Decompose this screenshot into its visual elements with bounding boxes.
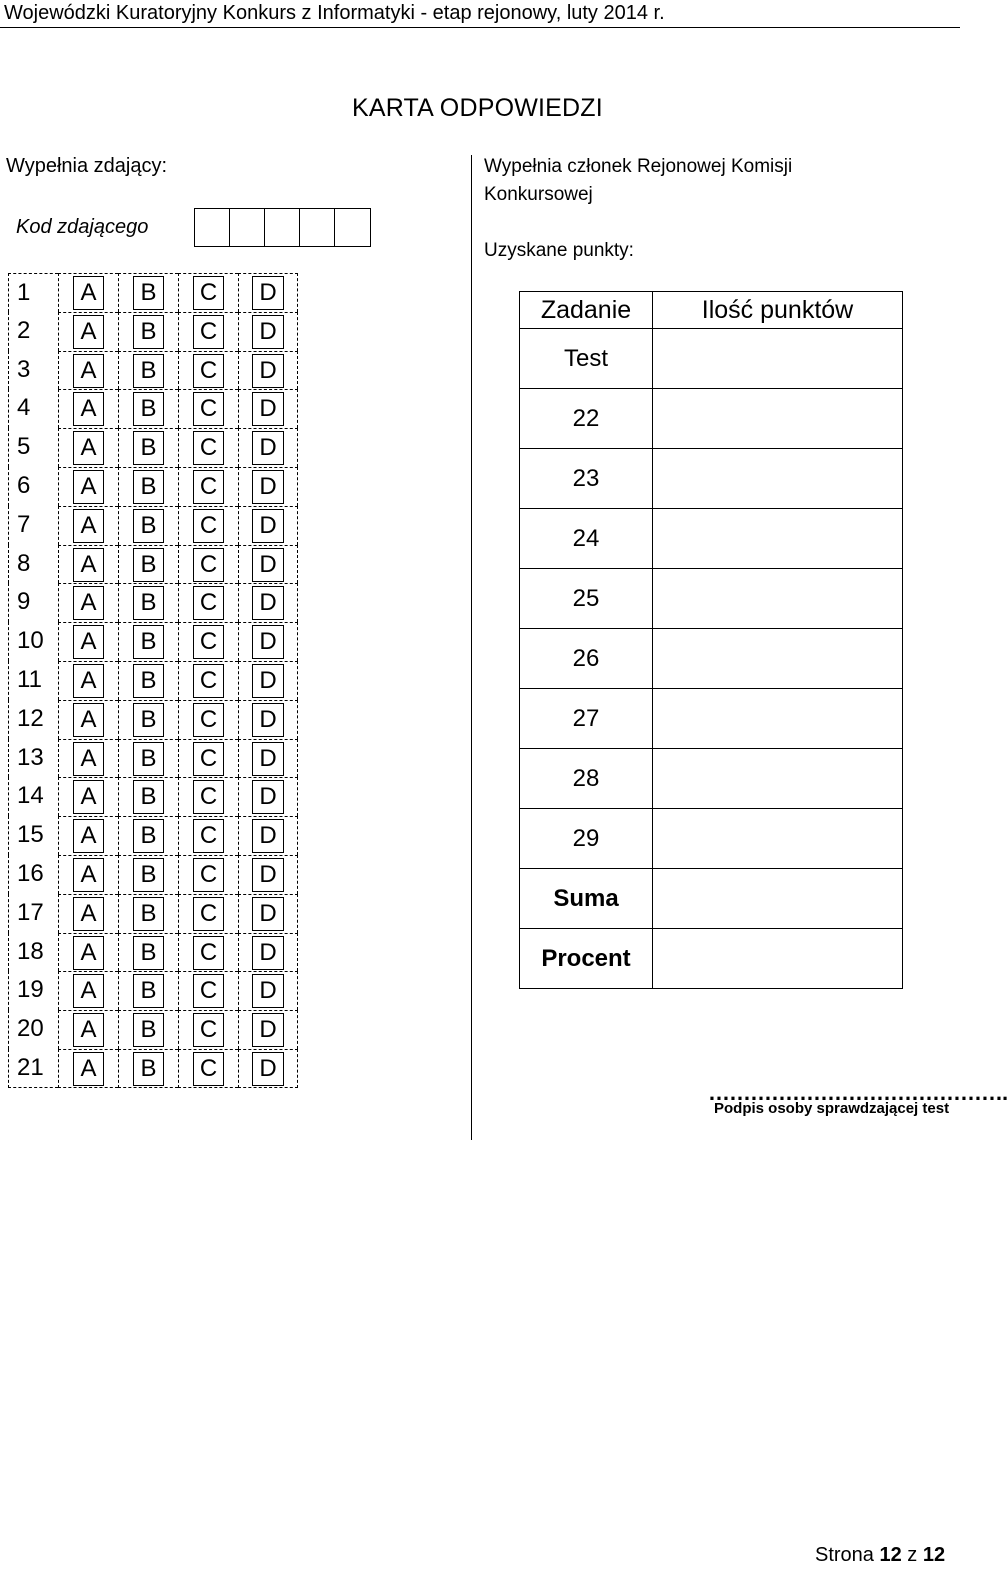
answer-option-c[interactable]: [178, 700, 238, 739]
answer-grid: [8, 273, 298, 1088]
option-letter: C: [193, 858, 224, 892]
option-letter: A: [73, 703, 103, 737]
answer-option-d[interactable]: [238, 777, 298, 816]
answer-option-a[interactable]: [58, 389, 118, 428]
option-letter: C: [193, 586, 224, 620]
answer-option-a[interactable]: [58, 777, 118, 816]
question-number: 19: [8, 971, 58, 1010]
score-points-cell[interactable]: [653, 569, 903, 629]
option-letter: C: [193, 664, 224, 698]
kod-box-4[interactable]: [300, 209, 335, 246]
option-letter: C: [193, 431, 224, 465]
answer-option-a[interactable]: [58, 467, 118, 506]
answer-row: [8, 777, 298, 816]
score-row: [520, 509, 903, 569]
answer-row: [8, 583, 298, 622]
option-letter: B: [133, 936, 163, 970]
option-letter: B: [133, 431, 163, 465]
answer-option-b[interactable]: [118, 467, 178, 506]
question-number: 10: [8, 622, 58, 661]
option-letter: B: [133, 664, 163, 698]
answer-option-d[interactable]: [238, 739, 298, 778]
kod-label: Kod zdającego: [16, 216, 149, 238]
answer-option-d[interactable]: [238, 351, 298, 390]
answer-row: [8, 506, 298, 545]
score-task: Procent: [520, 929, 653, 989]
option-letter: A: [73, 819, 103, 853]
answer-option-a[interactable]: [58, 622, 118, 661]
score-points-cell[interactable]: [653, 929, 903, 989]
question-number: 17: [8, 894, 58, 933]
score-row: [520, 809, 903, 869]
answer-option-c[interactable]: [178, 971, 238, 1010]
option-letter: D: [252, 858, 283, 892]
option-letter: C: [193, 509, 224, 543]
option-letter: A: [73, 858, 103, 892]
answer-row: [8, 855, 298, 894]
score-task: 25: [520, 569, 653, 629]
score-task: 28: [520, 749, 653, 809]
option-letter: C: [193, 548, 224, 582]
option-letter: A: [73, 586, 103, 620]
answer-option-a[interactable]: [58, 661, 118, 700]
option-letter: D: [252, 392, 283, 426]
question-number: 13: [8, 739, 58, 778]
left-heading: Wypełnia zdający:: [6, 155, 168, 177]
answer-option-c[interactable]: [178, 1049, 238, 1088]
answer-option-c[interactable]: [178, 312, 238, 351]
question-number: 16: [8, 855, 58, 894]
option-letter: A: [73, 548, 103, 582]
option-letter: C: [193, 780, 224, 814]
score-task: Suma: [520, 869, 653, 929]
answer-option-d[interactable]: [238, 971, 298, 1010]
score-task: 26: [520, 629, 653, 689]
option-letter: B: [133, 392, 163, 426]
option-letter: B: [133, 703, 163, 737]
answer-row: [8, 389, 298, 428]
answer-option-b[interactable]: [118, 700, 178, 739]
answer-option-d[interactable]: [238, 467, 298, 506]
option-letter: A: [73, 315, 103, 349]
option-letter: A: [73, 974, 103, 1008]
score-task: Test: [520, 329, 653, 389]
answer-option-b[interactable]: [118, 933, 178, 972]
question-number: 18: [8, 933, 58, 972]
page-footer: [815, 1544, 945, 1567]
option-letter: B: [133, 897, 163, 931]
score-col-zadanie: Zadanie: [520, 292, 653, 329]
option-letter: D: [252, 625, 283, 659]
answer-option-b[interactable]: [118, 971, 178, 1010]
signature-line: …………………………………….: [708, 1080, 1007, 1105]
option-letter: A: [73, 780, 103, 814]
question-number: 15: [8, 816, 58, 855]
option-letter: B: [133, 858, 163, 892]
option-letter: A: [73, 276, 103, 310]
answer-option-b[interactable]: [118, 428, 178, 467]
option-letter: C: [193, 1013, 224, 1047]
score-table: [519, 291, 903, 989]
option-letter: C: [193, 897, 224, 931]
answer-option-c[interactable]: [178, 661, 238, 700]
answer-row: [8, 1010, 298, 1049]
answer-option-d[interactable]: [238, 273, 298, 312]
score-task: 29: [520, 809, 653, 869]
answer-row: [8, 467, 298, 506]
answer-option-d[interactable]: [238, 1010, 298, 1049]
question-number: 7: [8, 506, 58, 545]
option-letter: A: [73, 1052, 103, 1086]
answer-option-b[interactable]: [118, 506, 178, 545]
score-row: [520, 629, 903, 689]
question-number: 1: [8, 273, 58, 312]
option-letter: B: [133, 780, 163, 814]
score-row: [520, 389, 903, 449]
score-points-cell[interactable]: [653, 749, 903, 809]
option-letter: B: [133, 1052, 163, 1086]
score-row: [520, 449, 903, 509]
option-letter: A: [73, 897, 103, 931]
score-row: [520, 329, 903, 389]
answer-option-c[interactable]: [178, 467, 238, 506]
answer-option-a[interactable]: [58, 312, 118, 351]
answer-option-d[interactable]: [238, 816, 298, 855]
option-letter: C: [193, 703, 224, 737]
option-letter: A: [73, 664, 103, 698]
option-letter: C: [193, 625, 224, 659]
answer-row: [8, 622, 298, 661]
answer-option-a[interactable]: [58, 583, 118, 622]
score-col-punkty: Ilość punktów: [653, 292, 903, 329]
answer-option-a[interactable]: [58, 739, 118, 778]
option-letter: B: [133, 470, 163, 504]
option-letter: D: [252, 548, 283, 582]
option-letter: D: [252, 315, 283, 349]
footer-total: 12: [922, 1544, 946, 1566]
answer-option-c[interactable]: [178, 855, 238, 894]
answer-option-a[interactable]: [58, 894, 118, 933]
option-letter: C: [193, 974, 224, 1008]
signature-label: Podpis osoby sprawdzającej test: [714, 1100, 950, 1117]
option-letter: B: [133, 276, 163, 310]
kod-box-2[interactable]: [230, 209, 265, 246]
answer-option-d[interactable]: [238, 855, 298, 894]
question-number: 21: [8, 1049, 58, 1088]
answer-row: [8, 545, 298, 584]
answer-option-c[interactable]: [178, 777, 238, 816]
answer-option-d[interactable]: [238, 389, 298, 428]
score-row: [520, 929, 903, 989]
uzyskane-label: Uzyskane punkty:: [484, 240, 634, 261]
option-letter: B: [133, 315, 163, 349]
option-letter: C: [193, 1052, 224, 1086]
score-points-cell[interactable]: [653, 629, 903, 689]
option-letter: B: [133, 586, 163, 620]
answer-row: [8, 428, 298, 467]
option-letter: D: [252, 354, 283, 388]
kod-box-5[interactable]: [335, 209, 370, 246]
option-letter: D: [252, 780, 283, 814]
option-letter: C: [193, 392, 224, 426]
score-task: 27: [520, 689, 653, 749]
option-letter: A: [73, 625, 103, 659]
answer-option-d[interactable]: [238, 1049, 298, 1088]
option-letter: D: [252, 742, 283, 776]
option-letter: C: [193, 470, 224, 504]
answer-option-b[interactable]: [118, 312, 178, 351]
answer-option-a[interactable]: [58, 545, 118, 584]
score-points-cell[interactable]: [653, 389, 903, 449]
score-points-cell[interactable]: [653, 869, 903, 929]
score-row: [520, 689, 903, 749]
answer-option-b[interactable]: [118, 351, 178, 390]
answer-option-a[interactable]: [58, 273, 118, 312]
answer-option-a[interactable]: [58, 971, 118, 1010]
footer-prefix: Strona: [815, 1544, 880, 1566]
page-title: KARTA ODPOWIEDZI: [352, 94, 603, 122]
option-letter: D: [252, 664, 283, 698]
answer-row: [8, 351, 298, 390]
answer-option-c[interactable]: [178, 389, 238, 428]
answer-option-c[interactable]: [178, 351, 238, 390]
option-letter: B: [133, 1013, 163, 1047]
question-number: 20: [8, 1010, 58, 1049]
option-letter: A: [73, 470, 103, 504]
answer-option-b[interactable]: [118, 816, 178, 855]
answer-row: [8, 661, 298, 700]
option-letter: B: [133, 354, 163, 388]
answer-option-b[interactable]: [118, 1049, 178, 1088]
answer-option-b[interactable]: [118, 1010, 178, 1049]
answer-option-c[interactable]: [178, 545, 238, 584]
question-number: 3: [8, 351, 58, 390]
answer-option-a[interactable]: [58, 428, 118, 467]
option-letter: A: [73, 354, 103, 388]
answer-option-d[interactable]: [238, 661, 298, 700]
answer-option-b[interactable]: [118, 777, 178, 816]
score-task: 23: [520, 449, 653, 509]
answer-option-b[interactable]: [118, 739, 178, 778]
option-letter: C: [193, 276, 224, 310]
option-letter: D: [252, 1052, 283, 1086]
answer-option-a[interactable]: [58, 700, 118, 739]
answer-option-a[interactable]: [58, 506, 118, 545]
answer-option-a[interactable]: [58, 351, 118, 390]
answer-option-c[interactable]: [178, 739, 238, 778]
option-letter: A: [73, 392, 103, 426]
answer-option-d[interactable]: [238, 894, 298, 933]
answer-option-c[interactable]: [178, 506, 238, 545]
answer-option-b[interactable]: [118, 583, 178, 622]
answer-option-d[interactable]: [238, 506, 298, 545]
answer-row: [8, 700, 298, 739]
option-letter: C: [193, 742, 224, 776]
answer-option-b[interactable]: [118, 545, 178, 584]
answer-option-c[interactable]: [178, 428, 238, 467]
question-number: 11: [8, 661, 58, 700]
question-number: 14: [8, 777, 58, 816]
kod-box-3[interactable]: [265, 209, 300, 246]
option-letter: C: [193, 315, 224, 349]
option-letter: D: [252, 586, 283, 620]
score-points-cell[interactable]: [653, 509, 903, 569]
score-row: [520, 749, 903, 809]
answer-option-a[interactable]: [58, 855, 118, 894]
answer-row: [8, 894, 298, 933]
score-points-cell[interactable]: [653, 809, 903, 869]
option-letter: A: [73, 742, 103, 776]
option-letter: B: [133, 742, 163, 776]
answer-option-c[interactable]: [178, 1010, 238, 1049]
score-task: 24: [520, 509, 653, 569]
question-number: 2: [8, 312, 58, 351]
kod-boxes[interactable]: [194, 208, 371, 247]
footer-page: 12: [879, 1544, 902, 1566]
option-letter: B: [133, 625, 163, 659]
score-task: 22: [520, 389, 653, 449]
answer-row: [8, 971, 298, 1010]
option-letter: B: [133, 974, 163, 1008]
answer-option-c[interactable]: [178, 622, 238, 661]
score-points-cell[interactable]: [653, 449, 903, 509]
answer-option-d[interactable]: [238, 622, 298, 661]
answer-option-b[interactable]: [118, 273, 178, 312]
option-letter: C: [193, 936, 224, 970]
option-letter: D: [252, 509, 283, 543]
column-divider: [471, 155, 472, 1140]
answer-option-c[interactable]: [178, 894, 238, 933]
answer-option-d[interactable]: [238, 583, 298, 622]
right-heading: Wypełnia członek Rejonowej Komisji Konkursowej: [484, 156, 793, 205]
option-letter: C: [193, 354, 224, 388]
question-number: 9: [8, 583, 58, 622]
option-letter: D: [252, 276, 283, 310]
option-letter: D: [252, 936, 283, 970]
answer-row: [8, 816, 298, 855]
score-points-cell[interactable]: [653, 329, 903, 389]
option-letter: C: [193, 819, 224, 853]
option-letter: B: [133, 509, 163, 543]
answer-option-c[interactable]: [178, 273, 238, 312]
answer-option-b[interactable]: [118, 855, 178, 894]
option-letter: D: [252, 703, 283, 737]
footer-mid: z: [901, 1544, 923, 1566]
option-letter: D: [252, 431, 283, 465]
page-header: Wojewódzki Kuratoryjny Konkurs z Informatyki - etap rejonowy, luty 2014 r.: [0, 0, 960, 28]
answer-option-b[interactable]: [118, 389, 178, 428]
question-number: 4: [8, 389, 58, 428]
option-letter: D: [252, 1013, 283, 1047]
question-number: 6: [8, 467, 58, 506]
score-points-cell[interactable]: [653, 689, 903, 749]
answer-option-a[interactable]: [58, 816, 118, 855]
answer-option-b[interactable]: [118, 894, 178, 933]
option-letter: D: [252, 974, 283, 1008]
answer-option-b[interactable]: [118, 661, 178, 700]
score-row: [520, 869, 903, 929]
answer-option-d[interactable]: [238, 700, 298, 739]
question-number: 8: [8, 545, 58, 584]
option-letter: A: [73, 509, 103, 543]
answer-option-b[interactable]: [118, 622, 178, 661]
answer-option-a[interactable]: [58, 933, 118, 972]
answer-option-a[interactable]: [58, 1049, 118, 1088]
answer-row: [8, 312, 298, 351]
answer-row: [8, 1049, 298, 1088]
option-letter: D: [252, 819, 283, 853]
option-letter: B: [133, 819, 163, 853]
question-number: 5: [8, 428, 58, 467]
answer-row: [8, 933, 298, 972]
answer-option-d[interactable]: [238, 312, 298, 351]
option-letter: A: [73, 431, 103, 465]
kod-box-1[interactable]: [195, 209, 230, 246]
option-letter: A: [73, 936, 103, 970]
option-letter: D: [252, 897, 283, 931]
question-number: 12: [8, 700, 58, 739]
option-letter: B: [133, 548, 163, 582]
answer-row: [8, 273, 298, 312]
option-letter: A: [73, 1013, 103, 1047]
answer-option-d[interactable]: [238, 933, 298, 972]
answer-option-d[interactable]: [238, 428, 298, 467]
answer-row: [8, 739, 298, 778]
score-row: [520, 569, 903, 629]
answer-option-c[interactable]: [178, 816, 238, 855]
answer-option-d[interactable]: [238, 545, 298, 584]
answer-option-c[interactable]: [178, 933, 238, 972]
option-letter: D: [252, 470, 283, 504]
answer-option-a[interactable]: [58, 1010, 118, 1049]
answer-option-c[interactable]: [178, 583, 238, 622]
